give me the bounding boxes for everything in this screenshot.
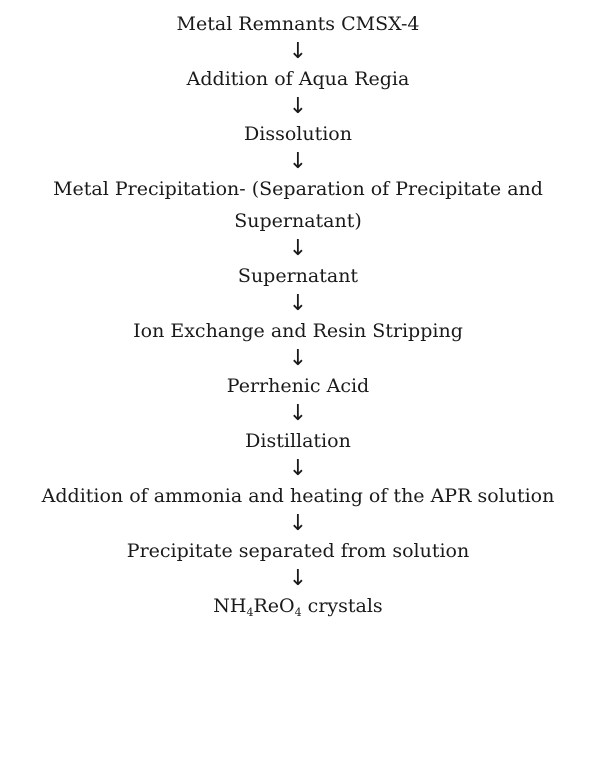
- step-dissolution: Dissolution: [244, 123, 352, 145]
- formula-reo: ReO: [253, 595, 295, 617]
- step-ammonia-heating: Addition of ammonia and heating of the APR solution: [41, 485, 555, 507]
- step-distillation: Distillation: [245, 430, 351, 452]
- step-apr-crystals: [0, 590, 596, 622]
- down-arrow-icon: ↓: [288, 511, 308, 536]
- step-ion-exchange: Ion Exchange and Resin Stripping: [133, 320, 463, 342]
- step-perrhenic-acid: Perrhenic Acid: [226, 375, 370, 397]
- down-arrow-icon: ↓: [288, 566, 308, 591]
- formula-subscript: 4: [246, 606, 254, 619]
- down-arrow-icon: ↓: [288, 149, 308, 174]
- step-metal-remnants: Metal Remnants CMSX-4: [176, 13, 420, 35]
- down-arrow-icon: ↓: [288, 346, 308, 371]
- step-metal-precipitation: Metal Precipitation- (Separation of Precipitate and Supernatant): [53, 178, 543, 232]
- down-arrow-icon: ↓: [288, 236, 308, 261]
- down-arrow-icon: ↓: [288, 39, 308, 64]
- formula-subscript: 4: [294, 606, 302, 619]
- step-aqua-regia: Addition of Aqua Regia: [186, 68, 410, 90]
- down-arrow-icon: ↓: [288, 291, 308, 316]
- down-arrow-icon: ↓: [288, 94, 308, 119]
- step-supernatant: Supernatant: [237, 265, 359, 287]
- down-arrow-icon: ↓: [288, 456, 308, 481]
- step-precipitate-separated: Precipitate separated from solution: [126, 540, 470, 562]
- formula-nh: NH: [213, 595, 247, 617]
- crystals-label: crystals: [301, 595, 383, 617]
- down-arrow-icon: ↓: [288, 401, 308, 426]
- process-flowchart: [0, 8, 596, 622]
